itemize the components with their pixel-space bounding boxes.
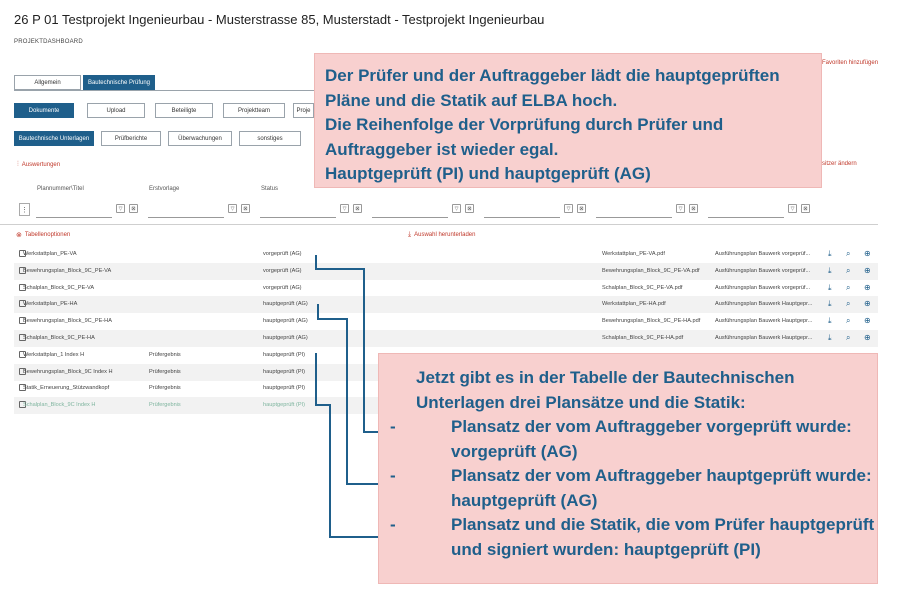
tab-beteiligte[interactable]: Beteiligte [155,103,213,118]
auswertungen-label: Auswertungen [21,162,61,168]
cell-erstvorlage: Prüfergebnis [149,402,181,409]
tab-sonstiges[interactable]: sonstiges [239,131,301,146]
cell-title: Schalplan_Block_9C_PE-HA [23,335,95,341]
filter-input[interactable] [596,202,672,218]
clear-filter-icon[interactable]: ⊠ [129,204,138,213]
filter-input[interactable] [372,202,448,218]
table-row[interactable] [14,280,878,297]
tab-bautechnische-pruefung[interactable]: Bautechnische Prüfung [83,75,155,90]
add-icon[interactable]: ⊕ [864,249,871,258]
tabs-divider [14,90,314,91]
search-icon[interactable]: ⌕ [846,299,851,309]
cell-status: vorgeprüft (AG) [263,251,302,257]
download-icon[interactable]: ⤓ [828,316,832,326]
column-header-plannummer[interactable]: Plannummer\Titel [37,186,84,192]
bullet-line: hauptgeprüft (AG) [451,490,598,510]
add-favorites-link[interactable]: Favoriten hinzufügen [822,60,879,66]
clear-filter-icon[interactable]: ⊠ [689,204,698,213]
settings-icon: ⊗ [16,232,22,239]
cell-file: Schalplan_Block_9C_PE-HA.pdf [602,335,684,341]
besitzer-aendern-link[interactable]: sitzer ändern [822,161,857,167]
tab-projektteam[interactable]: Projektteam [223,103,285,118]
cell-status: hauptgeprüft (PI) [263,402,305,409]
cell-erstvorlage: Prüfergebnis [149,351,181,358]
cell-type: Ausführungsplan Bauwerk vorgeprüf... [715,284,811,291]
callout-line: Hauptgeprüft (PI) und hauptgeprüft (AG) [325,164,651,184]
search-icon[interactable]: ⌕ [846,265,851,275]
tab-dokumente[interactable]: Dokumente [14,103,74,118]
cell-status: hauptgeprüft (PI) [263,368,305,375]
callout-line: Der Prüfer und der Auftraggeber lädt die hauptgeprüften [325,66,780,85]
table-row[interactable] [14,296,878,313]
filter-input[interactable] [148,202,224,218]
filter-input[interactable] [708,202,784,218]
filter-icon[interactable]: ▽ [676,204,685,213]
cell-status: hauptgeprüft (PI) [263,351,305,358]
cell-file: Werkstattplan_PE-VA.pdf [602,251,665,257]
cell-status: hauptgeprüft (AG) [263,301,308,308]
column-header-erstvorlage[interactable]: Erstvorlage [149,186,180,192]
cell-type: Ausführungsplan Bauwerk Hauptgepr... [715,318,813,325]
cell-file: Bewehrungsplan_Block_9C_PE-VA.pdf [602,267,700,274]
filter-icon[interactable]: ▽ [228,204,237,213]
download-icon[interactable]: ⤓ [828,282,832,292]
add-icon[interactable]: ⊕ [864,333,871,342]
clear-filter-icon[interactable]: ⊠ [353,204,362,213]
table-row[interactable] [14,330,878,347]
tab-pruefberichte[interactable]: Prüfberichte [101,131,161,146]
bullet-line: und signiert wurden: hauptgeprüft (PI) [451,539,761,559]
cell-status: vorgeprüft (AG) [263,284,302,291]
search-icon[interactable]: ⌕ [846,316,851,326]
callout-line: Die Reihenfolge der Vorprüfung durch Prüfer und [325,115,724,135]
cell-title: Statik_Erneuerung_Stützwandkopf [23,385,110,392]
tabellenoptionen-link[interactable] [16,231,70,239]
search-icon[interactable]: ⌕ [846,333,851,342]
filter-icon[interactable]: ▽ [564,204,573,213]
callout-bottom [378,353,878,584]
callout-top [314,53,822,188]
callout-line: Unterlagen drei Plansätze und die Statik: [416,392,746,412]
download-icon[interactable]: ⤓ [828,333,832,342]
clear-filter-icon[interactable]: ⊠ [801,204,810,213]
tab-projekt[interactable]: Proje [293,103,314,118]
bullet-line: Plansatz der vom Auftraggeber hauptgeprüft wurde: [451,466,872,485]
add-icon[interactable]: ⊕ [864,282,871,292]
bullet-dash: - [390,466,396,485]
table-row[interactable] [14,246,878,263]
cell-type: Ausführungsplan Bauwerk Hauptgepr... [715,301,813,308]
download-icon[interactable]: ⤓ [828,299,832,309]
cell-status: hauptgeprüft (AG) [263,318,308,325]
cell-type: Ausführungsplan Bauwerk vorgeprüf... [715,267,811,274]
add-icon[interactable]: ⊕ [864,316,871,326]
bullet-dash: - [390,417,396,436]
filter-input[interactable] [484,202,560,218]
clear-filter-icon[interactable]: ⊠ [241,204,250,213]
bullet-line: Plansatz und die Statik, die vom Prüfer hauptgeprüft [451,515,875,534]
cell-title: Bewehrungsplan_Block_9C Index H [23,368,113,375]
cell-erstvorlage: Prüfergebnis [149,385,181,392]
cell-type: Ausführungsplan Bauwerk Hauptgepr... [715,335,813,341]
cell-title: Bewehrungsplan_Block_9C_PE-HA [23,318,112,325]
filter-icon[interactable]: ▽ [452,204,461,213]
cell-file: Werkstattplan_PE-HA.pdf [602,301,666,308]
callout-line: Jetzt gibt es in der Tabelle der Bautechnischen [416,368,795,387]
callout-bullet [390,415,877,464]
download-icon: ⤓ [408,231,412,238]
tab-allgemein[interactable]: Allgemein [14,75,81,90]
filter-input[interactable] [36,202,112,218]
cell-title: Schalplan_Block_9C Index H [23,402,96,409]
callout-line: Auftraggeber ist wieder egal. [325,139,559,159]
auswahl-herunterladen-link[interactable] [408,231,475,239]
cell-title: Schalplan_Block_9C_PE-VA [23,284,95,291]
cell-type: Ausführungsplan Bauwerk vorgeprüf... [715,251,811,257]
filter-input[interactable] [260,202,336,218]
cell-file: Bewehrungsplan_Block_9C_PE-HA.pdf [602,318,701,325]
callout-line: Pläne und die Statik auf ELBA hoch. [325,90,618,110]
cell-title: Werkstattplan_PE-HA [23,301,78,308]
chart-icon: ⫶ [17,161,19,168]
filter-icon[interactable]: ▽ [340,204,349,213]
cell-status: vorgeprüft (AG) [263,267,302,274]
filter-row [14,200,878,222]
cell-status: hauptgeprüft (PI) [263,385,305,392]
cell-status: hauptgeprüft (AG) [263,335,308,341]
cell-title: Werkstattplan_PE-VA [23,251,77,257]
tab-ueberwachungen[interactable]: Überwachungen [168,131,232,146]
callout-bullet [390,513,877,562]
cell-title: Werkstattplan_1 Index H [23,351,85,358]
search-icon[interactable]: ⌕ [846,249,851,258]
filter-icon[interactable]: ▽ [116,204,125,213]
download-icon[interactable]: ⤓ [828,249,832,258]
search-icon[interactable]: ⌕ [846,282,851,292]
table-row[interactable] [14,263,878,280]
auswahl-herunterladen-label: Auswahl herunterladen [414,232,476,238]
add-icon[interactable]: ⊕ [864,299,871,309]
tab-upload[interactable]: Upload [87,103,145,118]
page-subtitle: PROJEKTDASHBOARD [14,39,83,45]
add-icon[interactable]: ⊕ [864,265,871,275]
tab-bautechnische-unterlagen[interactable]: Bautechnische Unterlagen [14,131,94,146]
bullet-dash: - [390,515,396,534]
filter-icon[interactable]: ▽ [788,204,797,213]
table-divider [0,224,878,225]
callout-bullet [390,464,877,513]
more-options-icon[interactable]: ⋮ [19,203,30,216]
bullet-line: Plansatz der vom Auftraggeber vorgeprüft wurde: [451,417,852,436]
tabellenoptionen-label: Tabellenoptionen [24,232,71,238]
cell-title: Bewehrungsplan_Block_9C_PE-VA [23,267,112,274]
clear-filter-icon[interactable]: ⊠ [465,204,474,213]
clear-filter-icon[interactable]: ⊠ [577,204,586,213]
auswertungen-link[interactable] [17,161,60,169]
page-title: 26 P 01 Testprojekt Ingenieurbau - Musterstrasse 85, Musterstadt - Testprojekt Ingenieurbau [14,12,545,27]
column-header-status[interactable]: Status [261,186,279,192]
cell-file: Schalplan_Block_9C_PE-VA.pdf [602,284,683,291]
bullet-line: vorgeprüft (AG) [451,441,578,461]
cell-erstvorlage: Prüfergebnis [149,368,181,375]
table-row[interactable] [14,313,878,330]
download-icon[interactable]: ⤓ [828,265,832,275]
